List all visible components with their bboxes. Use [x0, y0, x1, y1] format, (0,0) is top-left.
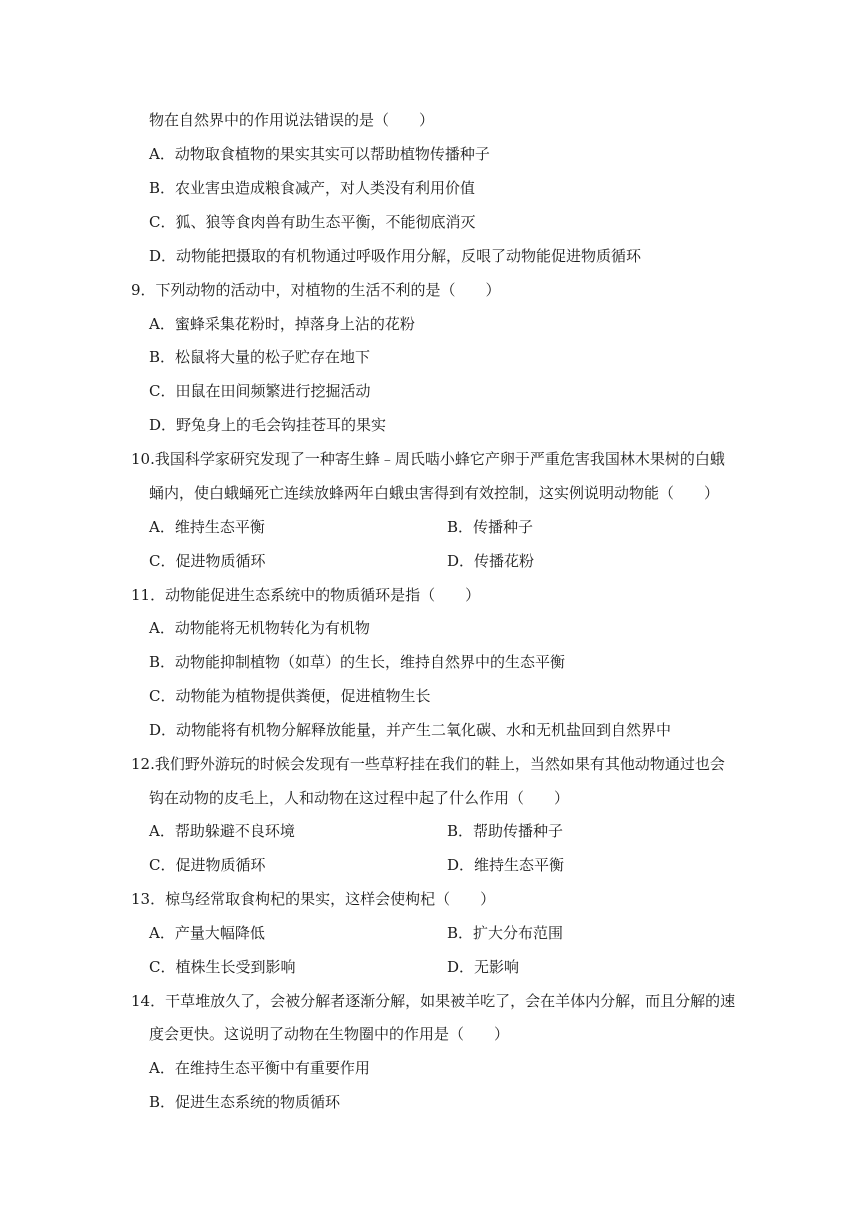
- q13-stem: 13．椋鸟经常取食枸杞的果实，这样会使枸杞（ ）: [131, 890, 496, 908]
- q14-stem-line2: 度会更快。这说明了动物在生物圈中的作用是（ ）: [149, 1025, 510, 1043]
- q14-option-b: B．促进生态系统的物质循环: [149, 1093, 341, 1111]
- q11-option-c: C．动物能为植物提供粪便，促进植物生长: [149, 687, 431, 705]
- q10-option-a: A．维持生态平衡: [149, 518, 265, 536]
- q11-stem: 11．动物能促进生态系统中的物质循环是指（ ）: [131, 586, 481, 604]
- q12-option-b: B．帮助传播种子: [447, 822, 564, 840]
- q10-stem-line2: 蛹内，使白蛾蛹死亡连续放蜂两年白蛾虫害得到有效控制，这实例说明动物能（ ）: [149, 484, 720, 502]
- q13-option-a: A．产量大幅降低: [149, 924, 265, 942]
- q12-option-a: A．帮助躲避不良环境: [149, 822, 295, 840]
- q10-option-c: C．促进物质循环: [149, 552, 266, 570]
- q11-option-a: A．动物能将无机物转化为有机物: [149, 619, 370, 637]
- q8-stem-continuation: 物在自然界中的作用说法错误的是（ ）: [149, 111, 435, 129]
- q13-option-c: C．植株生长受到影响: [149, 958, 296, 976]
- q12-stem-line2: 钩在动物的皮毛上，人和动物在这过程中起了什么作用（ ）: [149, 789, 570, 807]
- q9-option-c: C．田鼠在田间频繁进行挖掘活动: [149, 382, 371, 400]
- q14-option-a: A．在维持生态平衡中有重要作用: [149, 1059, 370, 1077]
- q10-option-d: D．传播花粉: [447, 552, 535, 570]
- q13-option-b: B．扩大分布范围: [447, 924, 564, 942]
- q9-stem: 9．下列动物的活动中，对植物的生活不利的是（ ）: [131, 281, 501, 299]
- q8-option-d: D．动物能把摄取的有机物通过呼吸作用分解，反哏了动物能促进物质循环: [149, 247, 642, 265]
- q14-stem-line1: 14．干草堆放久了，会被分解者逐渐分解，如果被羊吃了，会在羊体内分解，而且分解的速: [131, 992, 736, 1010]
- q12-stem-line1: 12.我们野外游玩的时候会发现有一些草籽挂在我们的鞋上，当然如果有其他动物通过也会: [131, 755, 725, 773]
- q8-option-a: A．动物取食植物的果实其实可以帮助植物传播种子: [149, 145, 490, 163]
- q9-option-d: D．野兔身上的毛会钩挂苍耳的果实: [149, 416, 387, 434]
- q8-option-b: B．农业害虫造成粮食减产，对人类没有利用价值: [149, 179, 476, 197]
- q9-option-a: A．蜜蜂采集花粉时，掉落身上沾的花粉: [149, 315, 415, 333]
- q9-option-b: B．松鼠将大量的松子贮存在地下: [149, 348, 371, 366]
- q11-option-b: B．动物能抑制植物（如草）的生长，维持自然界中的生态平衡: [149, 653, 566, 671]
- q10-option-b: B．传播种子: [447, 518, 534, 536]
- q12-option-c: C．促进物质循环: [149, 856, 266, 874]
- q12-option-d: D．维持生态平衡: [447, 856, 565, 874]
- q11-option-d: D．动物能将有机物分解释放能量，并产生二氧化碳、水和无机盐回到自然界中: [149, 721, 672, 739]
- q8-option-c: C．狐、狼等食肉兽有助生态平衡，不能彻底消灭: [149, 213, 476, 231]
- q10-stem-line1: 10.我国科学家研究发现了一种寄生蜂﹣周氏啮小蜂它产卵于严重危害我国林木果树的白蛾: [131, 450, 725, 468]
- q13-option-d: D．无影响: [447, 958, 520, 976]
